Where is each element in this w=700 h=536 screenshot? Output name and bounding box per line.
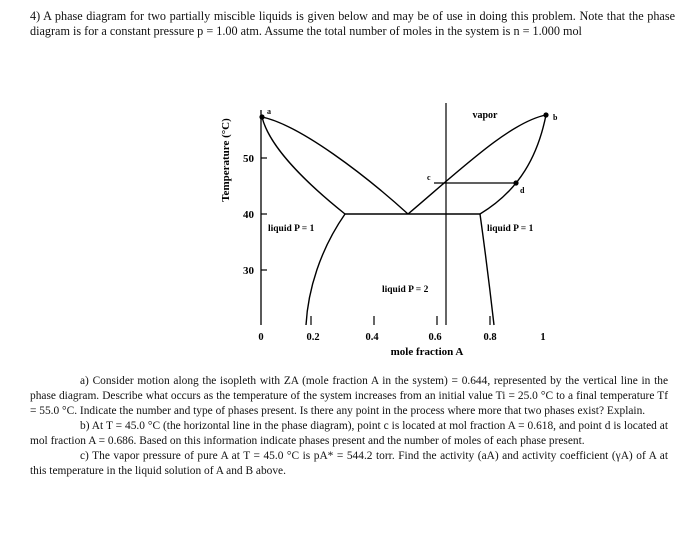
point-d-marker <box>513 180 518 185</box>
x-tick-label-0: 0 <box>258 332 264 343</box>
left-vapor-curve-lower <box>262 117 345 214</box>
x-tick-label-08: 0.8 <box>483 332 497 343</box>
point-a-marker <box>259 114 264 119</box>
region-vapor-label: vapor <box>472 110 498 121</box>
y-tick-label-40: 40 <box>243 209 254 221</box>
region-liquid-right-label: liquid P = 1 <box>487 224 534 234</box>
point-d-label: d <box>520 186 525 195</box>
point-b-label: b <box>553 113 558 122</box>
problem-intro: 4) A phase diagram for two partially miscible liquids is given below and may be of use in doing this problem. Note that the phase diagram is for a constant pressure p = 1.00 atm. Assume the total number of moles in the system is n = 1.000 mol <box>30 9 675 39</box>
x-tick-label-04: 0.4 <box>365 332 379 343</box>
left-vapor-curve-upper <box>262 117 408 214</box>
part-b: b) At T = 45.0 °C (the horizontal line in the phase diagram), point c is located at mol fraction A = 0.618, and point d is located at mol fraction A = 0.686. Based on this information indicate phases present and the number of moles of each phase present. <box>30 420 668 447</box>
part-a: a) Consider motion along the isopleth with ZA (mole fraction A in the system) = 0.644, represented by the vertical line in the phase diagram. Describe what occurs as the temperature of the system increases from an initial value Ti = 25.0 °C to a final temperature Tf = 55.0 °C. Indicate the number and type of phases present. Is there any point in the process where more that two phases exist? Explain. <box>30 375 668 417</box>
point-c-label: c <box>427 173 431 182</box>
x-axis-label: mole fraction A <box>390 346 464 358</box>
point-a-label: a <box>267 107 271 116</box>
y-tick-label-50: 50 <box>243 153 254 165</box>
region-liquid-two-label: liquid P = 2 <box>382 285 429 295</box>
x-tick-label-06: 0.6 <box>428 332 442 343</box>
x-tick-label-02: 0.2 <box>306 332 320 343</box>
region-liquid-left-label: liquid P = 1 <box>268 224 315 234</box>
y-axis-label: Temperature (°C) <box>220 118 232 202</box>
y-tick-label-30: 30 <box>243 265 254 277</box>
part-c: c) The vapor pressure of pure A at T = 45.0 °C is pA* = 544.2 torr. Find the activity (aA) and activity coefficient (γA) of A at this temperature in the liquid solution of A and B above. <box>30 450 668 477</box>
right-vapor-curve-upper <box>408 115 546 214</box>
x-tick-label-1: 1 <box>540 332 546 343</box>
point-b-marker <box>543 112 548 117</box>
question-parts <box>30 374 668 479</box>
